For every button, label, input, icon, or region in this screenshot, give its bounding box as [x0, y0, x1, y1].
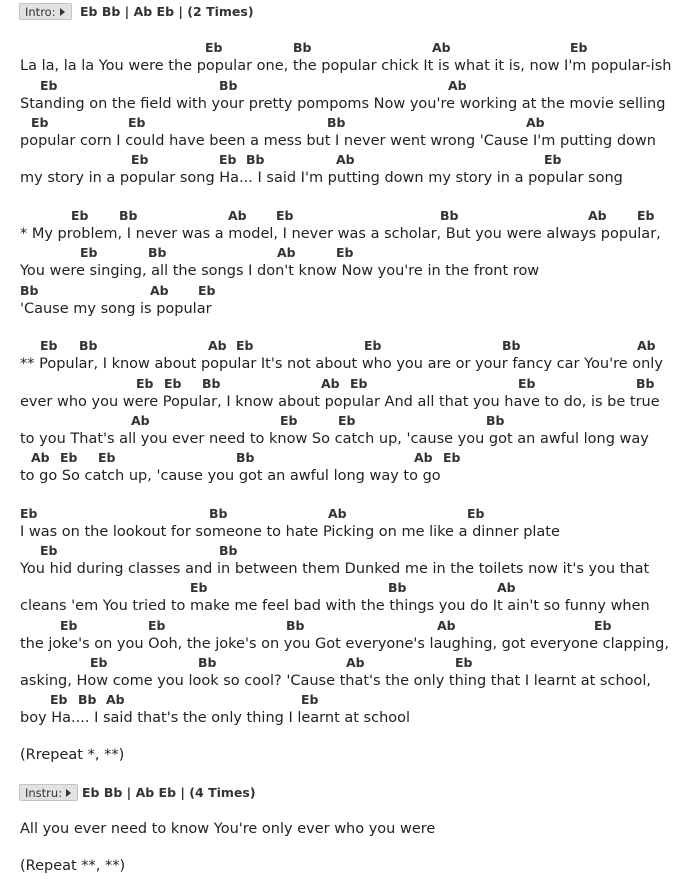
- chord: Ab: [328, 506, 347, 521]
- chord: Bb: [202, 376, 221, 391]
- chord: Bb: [388, 580, 407, 595]
- lyric-line: the joke's on you Ooh, the joke's on you Got everyone's laughing, got everyone clapping,: [20, 636, 669, 652]
- chord: Eb: [128, 115, 146, 130]
- chord: Eb: [98, 450, 116, 465]
- chord: Bb: [286, 618, 305, 633]
- chord: Ab: [131, 413, 150, 428]
- chord: Bb: [236, 450, 255, 465]
- chord: Eb: [31, 115, 49, 130]
- chord: Eb: [276, 208, 294, 223]
- chord: Bb: [219, 543, 238, 558]
- chord: Ab: [414, 450, 433, 465]
- chord: Bb: [20, 283, 39, 298]
- chord: Eb: [364, 338, 382, 353]
- play-triangle-icon: [66, 789, 71, 797]
- intro-chords: Eb Bb | Ab Eb | (2 Times): [80, 4, 254, 19]
- chord: Eb: [71, 208, 89, 223]
- chord: Ab: [106, 692, 125, 707]
- chord: Ab: [637, 338, 656, 353]
- lyric-line: to you That's all you ever need to know So catch up, 'cause you got an awful long way: [20, 431, 649, 447]
- lyric-line: cleans 'em You tried to make me feel bad with the things you do It ain't so funny when: [20, 598, 650, 614]
- chord: Eb: [570, 40, 588, 55]
- instru-chords: Eb Bb | Ab Eb | (4 Times): [82, 785, 256, 800]
- chord: Bb: [246, 152, 265, 167]
- lyric-line: my story in a popular song Ha... I said I'm putting down my story in a popular song: [20, 170, 623, 186]
- chord: Bb: [198, 655, 217, 670]
- chord: Bb: [486, 413, 505, 428]
- chord: Bb: [78, 692, 97, 707]
- chord: Ab: [31, 450, 50, 465]
- chord: Ab: [228, 208, 247, 223]
- chord: Eb: [20, 506, 38, 521]
- chord: Ab: [321, 376, 340, 391]
- lyric-line: to go So catch up, 'cause you got an awful long way to go: [20, 468, 441, 484]
- chord: Eb: [301, 692, 319, 707]
- chord: Eb: [518, 376, 536, 391]
- play-triangle-icon: [60, 8, 65, 16]
- chord: Bb: [293, 40, 312, 55]
- chord: Eb: [594, 618, 612, 633]
- chord: Ab: [208, 338, 227, 353]
- lyric-line: You were singing, all the songs I don't know Now you're in the front row: [20, 263, 540, 279]
- chord: Eb: [50, 692, 68, 707]
- lyric-line: All you ever need to know You're only ever who you were: [20, 821, 436, 837]
- chord: Eb: [350, 376, 368, 391]
- chord: Bb: [219, 78, 238, 93]
- instru-label: Instru:: [25, 786, 63, 800]
- chord: Eb: [336, 245, 354, 260]
- chord: Bb: [119, 208, 138, 223]
- chord: Eb: [164, 376, 182, 391]
- chord: Eb: [280, 413, 298, 428]
- chord: Eb: [443, 450, 461, 465]
- chord: Ab: [277, 245, 296, 260]
- chord: Bb: [502, 338, 521, 353]
- chord: Eb: [236, 338, 254, 353]
- repeat-note: (Rrepeat *, **): [20, 747, 125, 763]
- chord: Ab: [497, 580, 516, 595]
- lyric-line: * My problem, I never was a model, I never was a scholar, But you were always popular,: [20, 226, 661, 242]
- chord: Eb: [60, 618, 78, 633]
- lyric-line: Standing on the field with your pretty pompoms Now you're working at the movie selling: [20, 96, 666, 112]
- chord: Ab: [526, 115, 545, 130]
- chord: Ab: [437, 618, 456, 633]
- chord: Eb: [544, 152, 562, 167]
- lyric-line: 'Cause my song is popular: [20, 301, 212, 317]
- chord: Bb: [79, 338, 98, 353]
- chord: Eb: [90, 655, 108, 670]
- chord: Eb: [205, 40, 223, 55]
- chord: Eb: [40, 78, 58, 93]
- chord: Eb: [198, 283, 216, 298]
- lyric-line: popular corn I could have been a mess but I never went wrong 'Cause I'm putting down: [20, 133, 656, 149]
- chord: Eb: [136, 376, 154, 391]
- chord: Eb: [455, 655, 473, 670]
- repeat-note: (Repeat **, **): [20, 858, 126, 874]
- instru-line: [0, 784, 680, 802]
- chord: Ab: [346, 655, 365, 670]
- intro-label: Intro:: [25, 5, 56, 19]
- chord: Bb: [209, 506, 228, 521]
- lyric-line: You hid during classes and in between them Dunked me in the toilets now it's you that: [20, 561, 650, 577]
- lyric-line: asking, How come you look so cool? 'Cause that's the only thing that I learnt at school,: [20, 673, 652, 689]
- chord: Bb: [636, 376, 655, 391]
- intro-toggle[interactable]: [19, 3, 72, 20]
- chord: Ab: [588, 208, 607, 223]
- chord: Eb: [219, 152, 237, 167]
- chord: Eb: [467, 506, 485, 521]
- chord: Ab: [432, 40, 451, 55]
- instru-toggle[interactable]: [19, 784, 78, 801]
- chord: Bb: [148, 245, 167, 260]
- chord: Eb: [80, 245, 98, 260]
- chord: Bb: [327, 115, 346, 130]
- lyric-line: ** Popular, I know about popular It's not about who you are or your fancy car You're only: [20, 356, 663, 372]
- chord: Ab: [448, 78, 467, 93]
- chord: Eb: [40, 338, 58, 353]
- chord: Eb: [131, 152, 149, 167]
- chord: Bb: [440, 208, 459, 223]
- chord: Eb: [60, 450, 78, 465]
- chord: Eb: [637, 208, 655, 223]
- lyric-line: ever who you were Popular, I know about popular And all that you have to do, is be true: [20, 394, 660, 410]
- chord: Eb: [338, 413, 356, 428]
- chord: Eb: [40, 543, 58, 558]
- lyric-line: I was on the lookout for someone to hate Picking on me like a dinner plate: [20, 524, 560, 540]
- chord: Ab: [336, 152, 355, 167]
- lyric-line: La la, la la You were the popular one, the popular chick It is what it is, now I'm popular-ish: [20, 58, 672, 74]
- lyric-line: boy Ha.... I said that's the only thing I learnt at school: [20, 710, 411, 726]
- chord: Ab: [150, 283, 169, 298]
- chord: Eb: [190, 580, 208, 595]
- chord: Eb: [148, 618, 166, 633]
- intro-line: [0, 3, 680, 21]
